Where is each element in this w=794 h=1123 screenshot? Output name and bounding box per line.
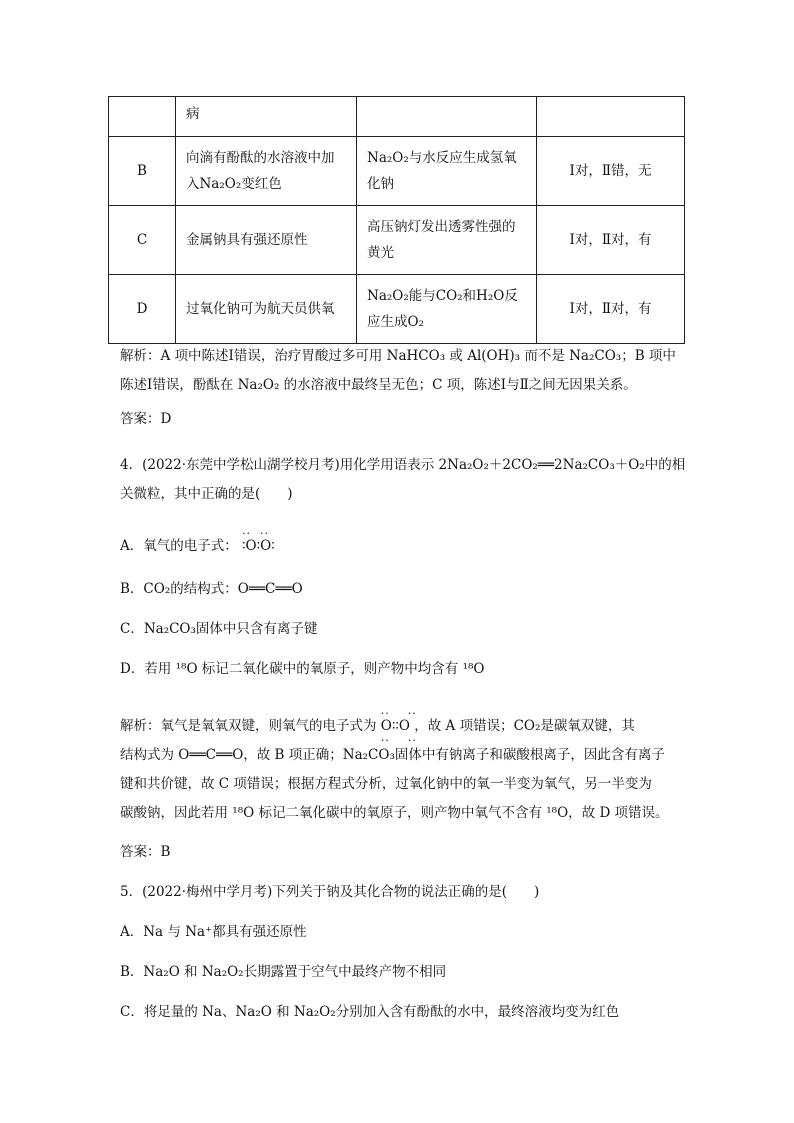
judgment-cell: Ⅰ对，Ⅱ对，有 [537, 206, 685, 275]
q4-option-d: D．若用 ¹⁸O 标记二氧化碳中的氧原子，则产物中均含有 ¹⁸O [120, 661, 485, 677]
row-label [109, 97, 176, 137]
option-a-text: A．氧气的电子式： [120, 538, 238, 554]
q5-option-a: A．Na 与 Na⁺都具有强还原性 [120, 924, 307, 940]
row-label: D [109, 275, 176, 344]
statement-1-cell: 病 [176, 97, 357, 137]
q4-answer: 答案：B [120, 844, 171, 860]
analysis-line: 陈述Ⅰ错误，酚酞在 Na₂O₂ 的水溶液中最终呈无色；C 项，陈述Ⅰ与Ⅱ之间无因果关系。 [120, 377, 637, 393]
options-table [108, 96, 685, 344]
row-label: B [109, 137, 176, 206]
statement-2-cell: 高压钠灯发出透雾性强的黄光 [357, 206, 537, 275]
question-stem-line: 关微粒，其中正确的是( ) [120, 486, 293, 502]
judgment-cell: Ⅰ对，Ⅱ错，无 [537, 137, 685, 206]
analysis-line: 结构式为 O══C══O，故 B 项正确；Na₂CO₃固体中有钠离子和碳酸根离子，因此含有离子 [120, 747, 665, 763]
q4-option-b: B．CO₂的结构式：O══C══O [120, 581, 303, 597]
table-row [109, 97, 685, 137]
lone-pair-dots: ·· ·· [242, 527, 270, 540]
q5-option-b: B．Na₂O 和 Na₂O₂长期露置于空气中最终产物不相同 [120, 964, 447, 980]
q5-stem: 5．(2022·梅州中学月考)下列关于钠及其化合物的说法正确的是( ) [120, 884, 540, 900]
electron-formula-text: ∶O∶O∶ [242, 538, 275, 554]
analysis-line: 解析：A 项中陈述Ⅰ错误，治疗胃酸过多可用 NaHCO₃ 或 Al(OH)₃ 而不是 Na₂CO₃；B 项中 [120, 348, 676, 364]
q5-option-c: C．将足量的 Na、Na₂O 和 Na₂O₂分别加入含有酚酞的水中，最终溶液均变为红色 [120, 1004, 620, 1020]
oxygen-electron-formula [380, 707, 417, 747]
q4-analysis [120, 707, 680, 828]
analysis-text: 解析：氧气是氧氧双键，则氧气的电子式为 [120, 718, 377, 734]
statement-1-cell: 过氧化钠可为航天员供氧 [176, 275, 357, 344]
statement-1-cell: 金属钠具有强还原性 [176, 206, 357, 275]
electron-formula-text: O∶∶O [380, 718, 410, 734]
oxygen-electron-formula [242, 527, 275, 561]
table-row [109, 275, 685, 344]
analysis-line [120, 707, 680, 747]
analysis-text: ，故 A 项错误；CO₂是碳氧双键，其 [414, 718, 635, 734]
table-row [109, 206, 685, 275]
question-stem-line: 4．(2022·东莞中学松山湖学校月考)用化学用语表示 2Na₂O₂＋2CO₂══2Na₂CO₃＋O₂中的相 [120, 457, 686, 473]
table-row [109, 137, 685, 206]
lone-pair-dots-bottom: ·· ·· [380, 734, 417, 747]
lone-pair-dots: ·· ·· [380, 707, 417, 720]
q3-answer: 答案：D [120, 411, 172, 427]
statement-2-cell: Na₂O₂与水反应生成氢氧化钠 [357, 137, 537, 206]
statement-2-cell: Na₂O₂能与CO₂和H₂O反应生成O₂ [357, 275, 537, 344]
analysis-line: 键和共价键，故 C 项错误；根据方程式分析，过氧化钠中的氧一半变为氧气，另一半变为 [120, 776, 652, 792]
analysis-line: 碳酸钠，因此若用 ¹⁸O 标记二氧化碳中的氧原子，则产物中氧气不含有 ¹⁸O，故 D 项错误。 [120, 805, 669, 821]
judgment-cell [537, 97, 685, 137]
statement-2-cell [357, 97, 537, 137]
row-label: C [109, 206, 176, 275]
judgment-cell: Ⅰ对，Ⅱ对，有 [537, 275, 685, 344]
statement-1-cell: 向滴有酚酞的水溶液中加入Na₂O₂变红色 [176, 137, 357, 206]
q4-stem [120, 451, 686, 509]
q3-analysis [120, 342, 680, 400]
q4-option-c: C．Na₂CO₃固体中只含有离子键 [120, 621, 318, 637]
q4-option-a [120, 527, 680, 561]
